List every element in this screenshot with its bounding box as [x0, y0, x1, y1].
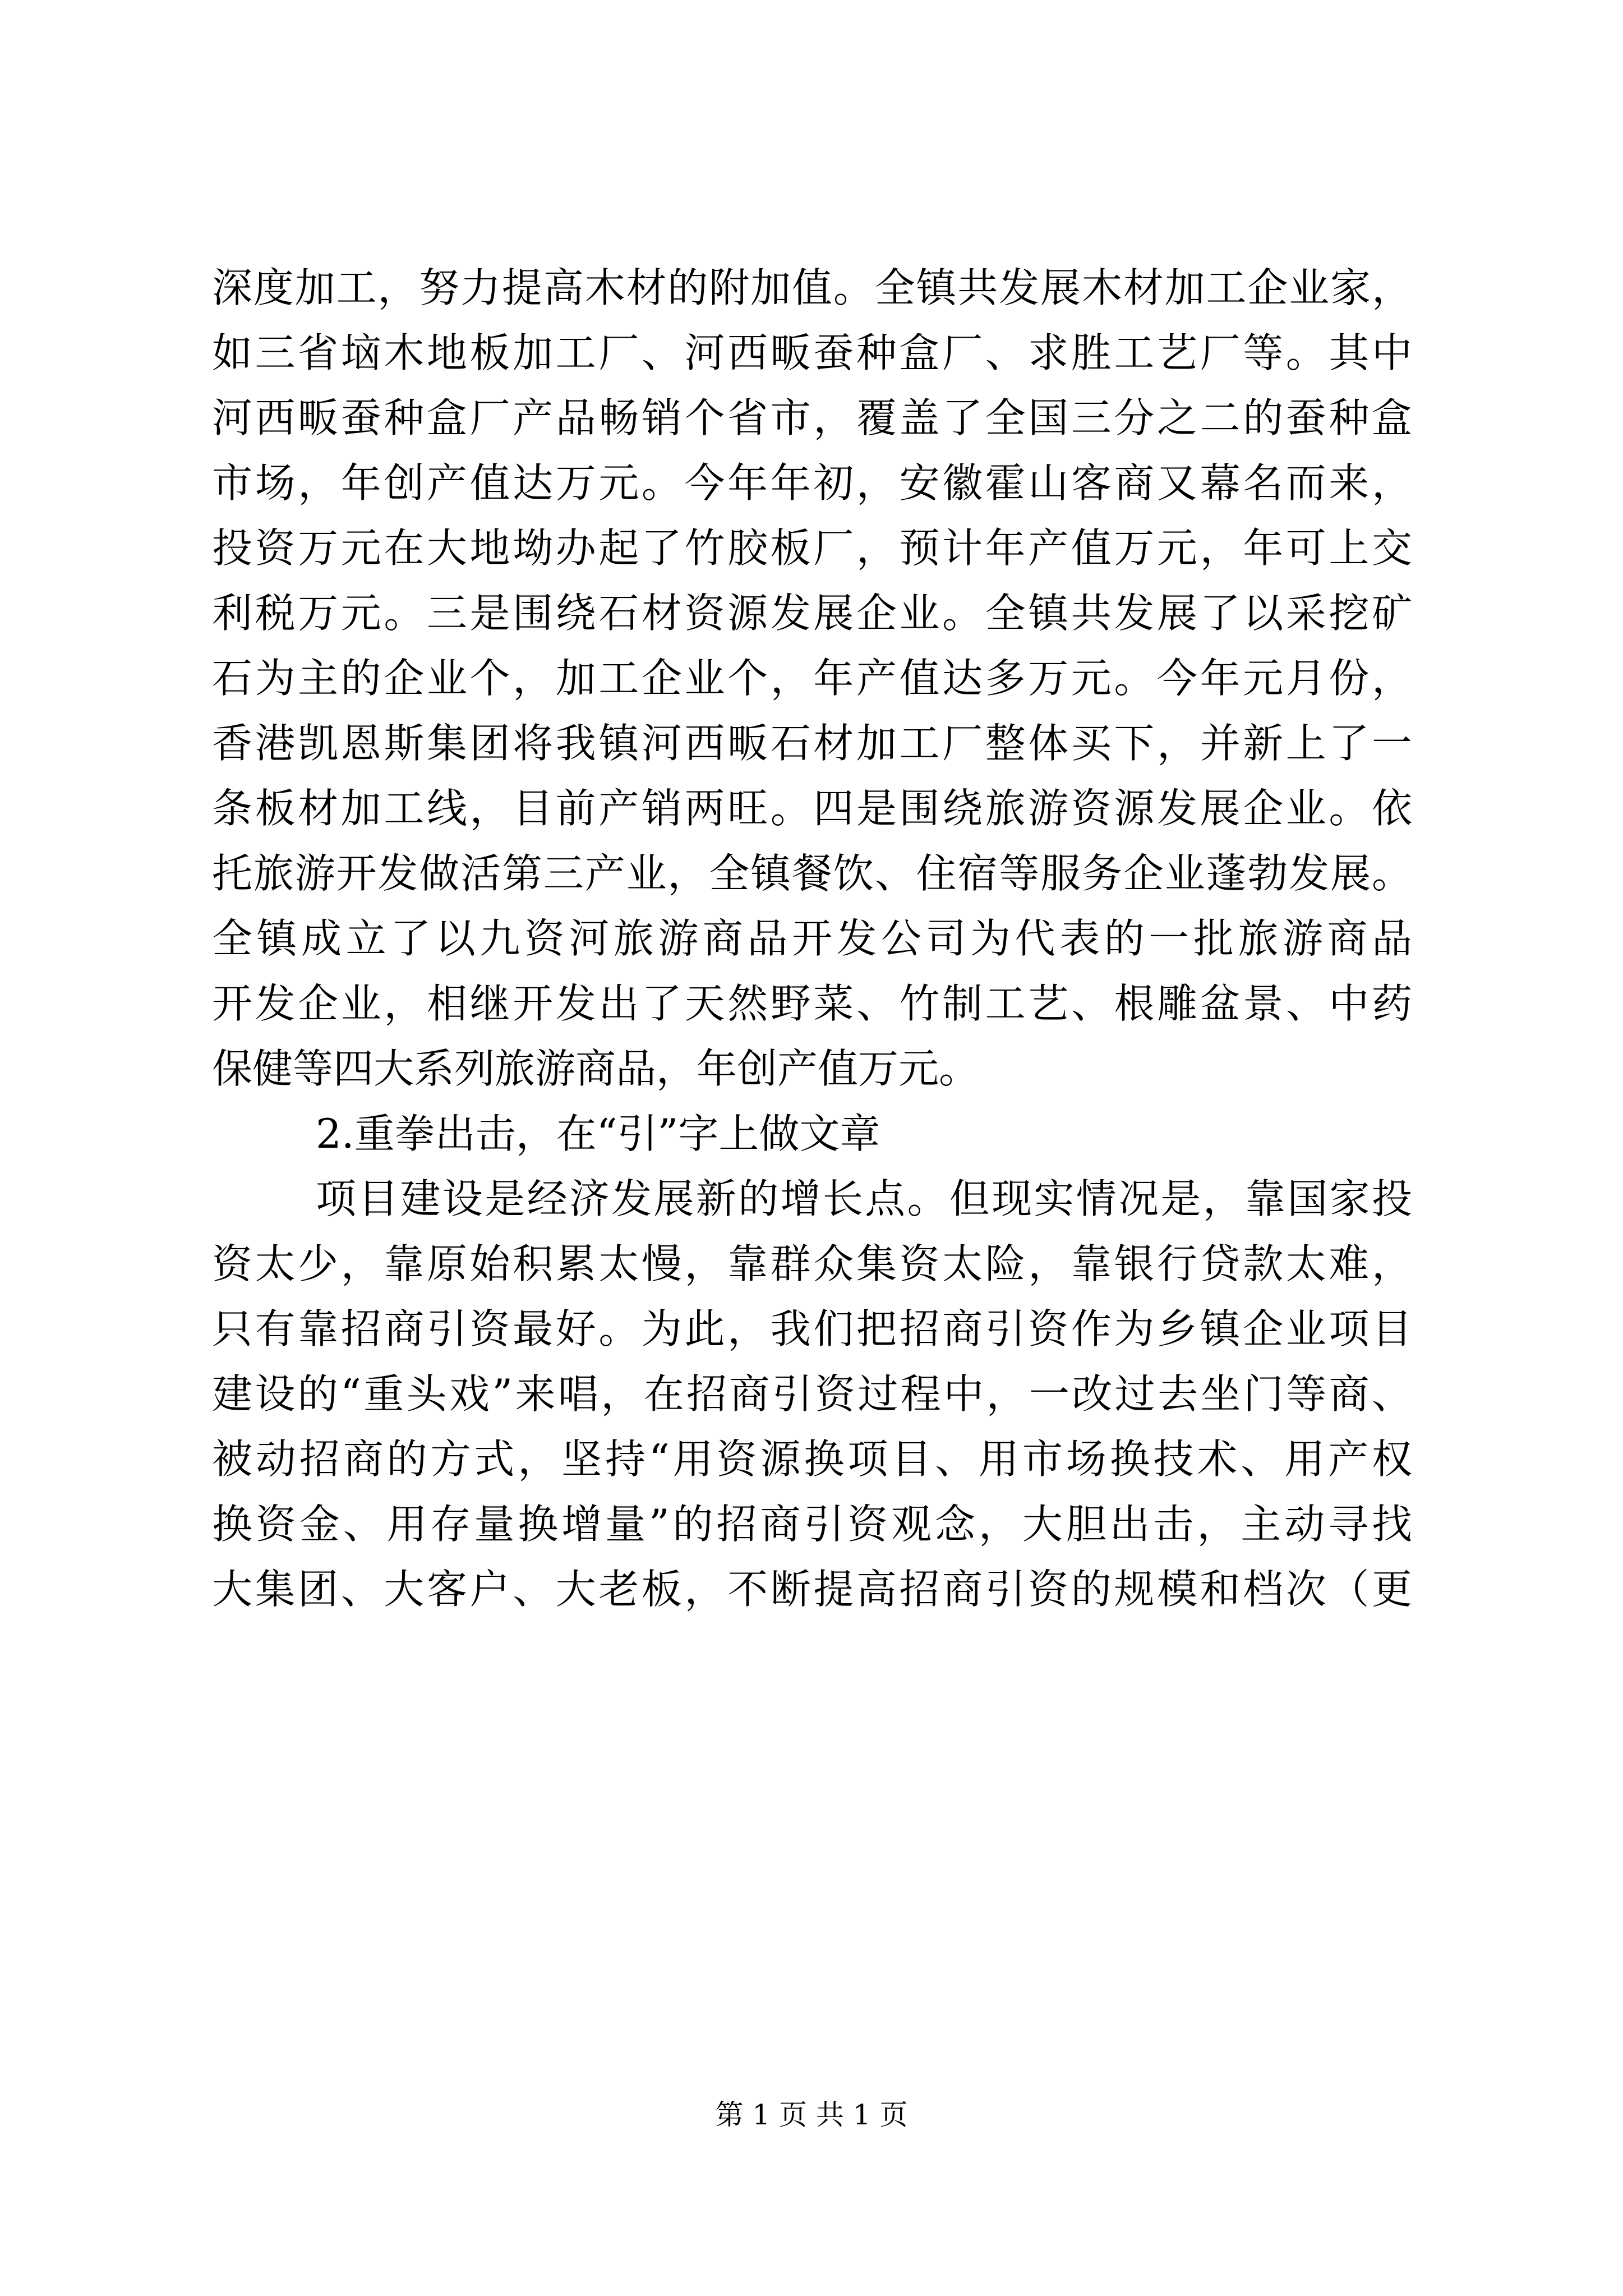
text-line: 换资金、用存量换增量”的招商引资观念，大胆出击，主动寻找: [212, 1501, 1412, 1548]
text-line: 市场，年创产值达万元。今年年初，安徽霍山客商又幕名而来，: [212, 459, 1412, 507]
text-line: 投资万元在大地坳办起了竹胶板厂，预计年产值万元，年可上交: [212, 524, 1412, 572]
text-line: 利税万元。三是围绕石材资源发展企业。全镇共发展了以采挖矿: [212, 590, 1412, 637]
text-line: 只有靠招商引资最好。为此，我们把招商引资作为乡镇企业项目: [212, 1305, 1412, 1352]
page-number-footer: 第 1 页 共 1 页: [715, 2099, 908, 2131]
text-line: 保健等四大系列旅游商品，年创产值万元。: [212, 1045, 980, 1092]
text-line: 香港凯恩斯集团将我镇河西畈石材加工厂整体买下，并新上了一: [212, 720, 1412, 767]
text-line: 建设的“重头戏”来唱，在招商引资过程中，一改过去坐门等商、: [212, 1370, 1412, 1418]
text-line: 条板材加工线，目前产销两旺。四是围绕旅游资源发展企业。依: [212, 785, 1412, 832]
text-line: 石为主的企业个，加工企业个，年产值达多万元。今年元月份，: [212, 655, 1412, 702]
text-line: 全镇成立了以九资河旅游商品开发公司为代表的一批旅游商品: [212, 915, 1412, 962]
document-body: [212, 255, 1412, 1622]
text-line: 深度加工，努力提高木材的附加值。全镇共发展木材加工企业家，: [212, 264, 1412, 311]
text-line: 被动招商的方式，坚持“用资源换项目、用市场换技术、用产权: [212, 1435, 1412, 1483]
text-line: 如三省垴木地板加工厂、河西畈蚕种盒厂、求胜工艺厂等。其中: [212, 329, 1412, 376]
text-line: 项目建设是经济发展新的增长点。但现实情况是，靠国家投: [316, 1175, 1412, 1222]
text-line: 开发企业，相继开发出了天然野菜、竹制工艺、根雕盆景、中药: [212, 980, 1412, 1027]
text-line: 托旅游开发做活第三产业，全镇餐饮、住宿等服务企业蓬勃发展。: [212, 850, 1412, 897]
text-line: 大集团、大客户、大老板，不断提高招商引资的规模和档次（更: [212, 1566, 1412, 1613]
text-line: 河西畈蚕种盒厂产品畅销个省市，覆盖了全国三分之二的蚕种盒: [212, 394, 1412, 441]
text-line: 资太少，靠原始积累太慢，靠群众集资太险，靠银行贷款太难，: [212, 1240, 1412, 1287]
section-heading: 2.重拳出击，在“引”字上做文章: [316, 1110, 880, 1157]
